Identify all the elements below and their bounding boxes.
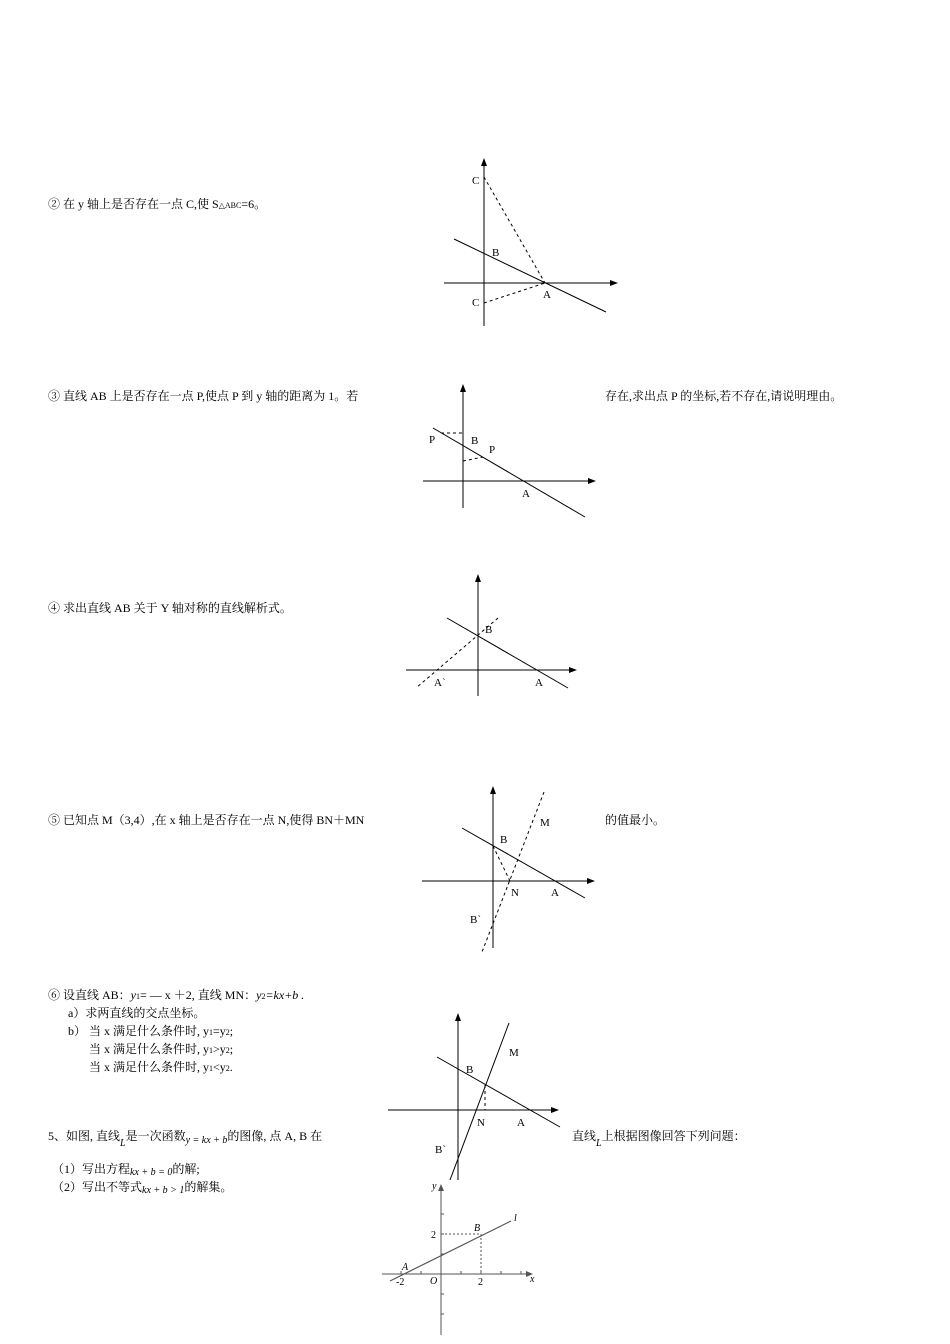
fig6-label-o: O [430,1276,438,1287]
q6b-sub2: 2 [225,1028,230,1037]
figure-q5 [420,780,605,955]
fig3-label-a-prime: A` [434,677,446,689]
fig4-label-n: N [511,887,519,899]
question-6d [89,1060,233,1076]
q6-y1-rest: = — x ＋2, 直线 MN： [140,988,257,1002]
q6-y2-sub: 2 [261,992,266,1001]
fig6-label-a: A [402,1262,409,1273]
q6b-eq: =y [213,1024,226,1038]
q6c-sub1: 1 [209,1046,214,1055]
q6c-end: ; [229,1042,234,1056]
fig2-label-b: B [471,435,479,447]
p5-2-pre: （2）写出不等式 [52,1180,143,1194]
q6-y1: y [130,988,136,1002]
q6-pre: ⑥ 设直线 AB： [48,988,131,1002]
question-5-left: ⑤ 已知点 M（3,4）,在 x 轴上是否存在一点 N,使得 BN＋MN [48,813,365,827]
fig3-label-a: A [535,677,543,689]
p5-formula: y = kx + b [185,1135,228,1146]
fig6-label-2-y: 2 [431,1230,436,1241]
p5-1-eq: kx + b = 0 [130,1167,173,1178]
question-6c [89,1042,233,1058]
fig5-label-b-prime: B` [435,1144,446,1156]
fig1-label-c-bottom: C [472,297,480,309]
problem-5-part1 [52,1162,200,1178]
fig4-label-a: A [551,887,559,899]
figure-q3 [415,375,600,520]
fig2-label-p-right: P [489,444,496,456]
question-3-left: ③ 直线 AB 上是否存在一点 P,使点 P 到 y 轴的距离为 1。若 [48,389,359,403]
p5-right-b: 上根据图像回答下列问题： [601,1129,746,1143]
p5-2-eq: kx + b > 1 [142,1185,185,1196]
problem-5-right [572,1129,746,1149]
q6d-lt: <y [213,1060,226,1074]
problem-5-part2 [52,1180,232,1196]
fig6-label-neg2: -2 [396,1277,405,1288]
figure-q2 [430,150,630,340]
fig2-label-a: A [522,488,530,500]
q6-y2: y [256,988,262,1002]
p5-left-c: 的图像, 点 A, B 在 [227,1129,323,1143]
question-2 [48,197,266,213]
question-5-right: 的值最小。 [605,813,666,827]
fig4-label-b: B [500,834,508,846]
q6d-sub2: 2 [225,1064,230,1073]
p5-right-a: 直线 [572,1129,597,1143]
question-6a: a）求两直线的交点坐标。 [68,1006,206,1020]
p5-left-b: 是一次函数 [125,1129,186,1143]
q6d-sub1: 1 [209,1064,214,1073]
fig6-label-b: B [474,1223,481,1234]
question-6b [68,1024,233,1040]
q6-y1-sub: 1 [136,992,140,1001]
problem-5-left [48,1129,323,1149]
p5-1-pre: （1）写出方程 [52,1162,131,1176]
fig5-label-n: N [477,1117,485,1129]
figure-q4 [400,568,585,703]
fig1-label-a: A [543,289,551,301]
q2-text: ② 在 y 轴上是否存在一点 C,使 S [48,197,219,211]
q6-y2-rest: =kx+b . [265,988,305,1002]
p5-1-post: 的解; [172,1162,200,1176]
p5-l-symbol: L [120,1138,126,1149]
fig4-label-b-prime: B` [470,914,481,926]
question-6-line [48,988,304,1004]
q6b-end: ; [229,1024,234,1038]
q6d-end: . [229,1060,233,1074]
fig5-label-m: M [509,1047,519,1059]
q6c-gt: >y [213,1042,226,1056]
fig6-label-l: l [514,1213,517,1224]
fig6-label-x: x [530,1274,535,1285]
fig4-label-m: M [540,817,550,829]
fig2-label-p-left: P [429,434,436,446]
p5-left-a: 5、如图, 直线 [48,1129,121,1143]
fig5-label-a: A [517,1117,525,1129]
fig5-label-b: B [466,1064,474,1076]
fig6-label-2-x: 2 [478,1277,483,1288]
question-4: ④ 求出直线 AB 关于 Y 轴对称的直线解析式。 [48,601,292,615]
q6b-sub1: 1 [209,1028,214,1037]
p5-2-post: 的解集。 [184,1180,233,1194]
q6b-pre: b） 当 x 满足什么条件时, y [68,1024,210,1038]
q2-post: =6。 [241,197,267,211]
fig1-label-c-top: C [472,175,480,187]
q6c-pre: 当 x 满足什么条件时, y [89,1042,210,1056]
fig6-label-y: y [432,1181,437,1192]
question-3-right: 存在,求出点 P 的坐标,若不存在,请说明理由。 [605,389,843,403]
fig1-label-b: B [492,247,500,259]
figure-q6 [382,1005,567,1185]
q6c-sub2: 2 [225,1046,230,1055]
fig3-label-b: B [485,624,493,636]
q2-sub: △ABC [218,201,242,210]
p5-l-symbol-2: L [596,1138,602,1149]
figure-problem-5 [378,1175,548,1340]
q6d-pre: 当 x 满足什么条件时, y [89,1060,210,1074]
